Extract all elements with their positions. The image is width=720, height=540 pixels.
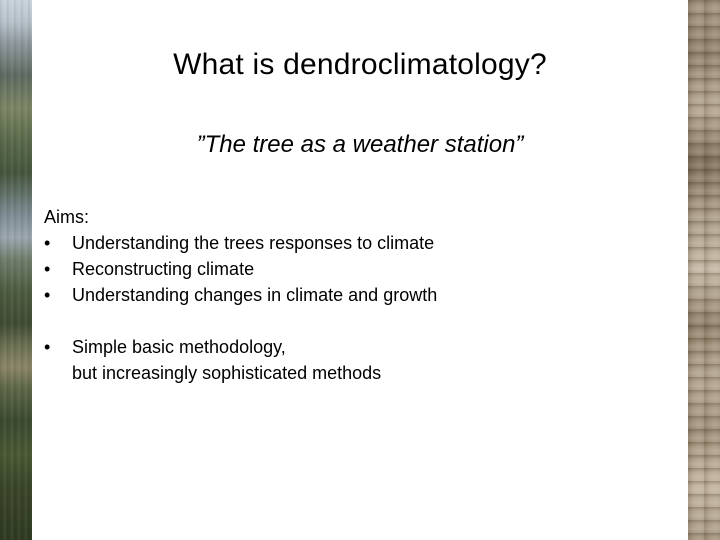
bullet-icon: • bbox=[44, 337, 51, 357]
bullet-icon: • bbox=[44, 259, 51, 279]
slide-subtitle: ”The tree as a weather station” bbox=[196, 131, 524, 158]
list-item bbox=[44, 230, 437, 256]
aims-list bbox=[44, 230, 437, 308]
aim-text: Understanding changes in climate and growth bbox=[72, 285, 438, 305]
aims-label: Aims: bbox=[44, 207, 89, 227]
tree-bark-photo-strip bbox=[688, 0, 720, 540]
slide-title: What is dendroclimatology? bbox=[173, 48, 547, 81]
method-list bbox=[44, 334, 437, 386]
landscape-photo-strip bbox=[0, 0, 32, 540]
bullet-icon: • bbox=[44, 285, 51, 305]
list-item bbox=[44, 334, 437, 386]
aim-text: Understanding the trees responses to climate bbox=[72, 233, 435, 253]
method-text-line2: but increasingly sophisticated methods bbox=[72, 363, 382, 383]
method-text-line1: Simple basic methodology, bbox=[72, 337, 286, 357]
aim-text: Reconstructing climate bbox=[72, 259, 255, 279]
list-item bbox=[44, 282, 437, 308]
slide-body bbox=[44, 204, 437, 386]
list-item bbox=[44, 256, 437, 282]
bullet-icon: • bbox=[44, 233, 51, 253]
